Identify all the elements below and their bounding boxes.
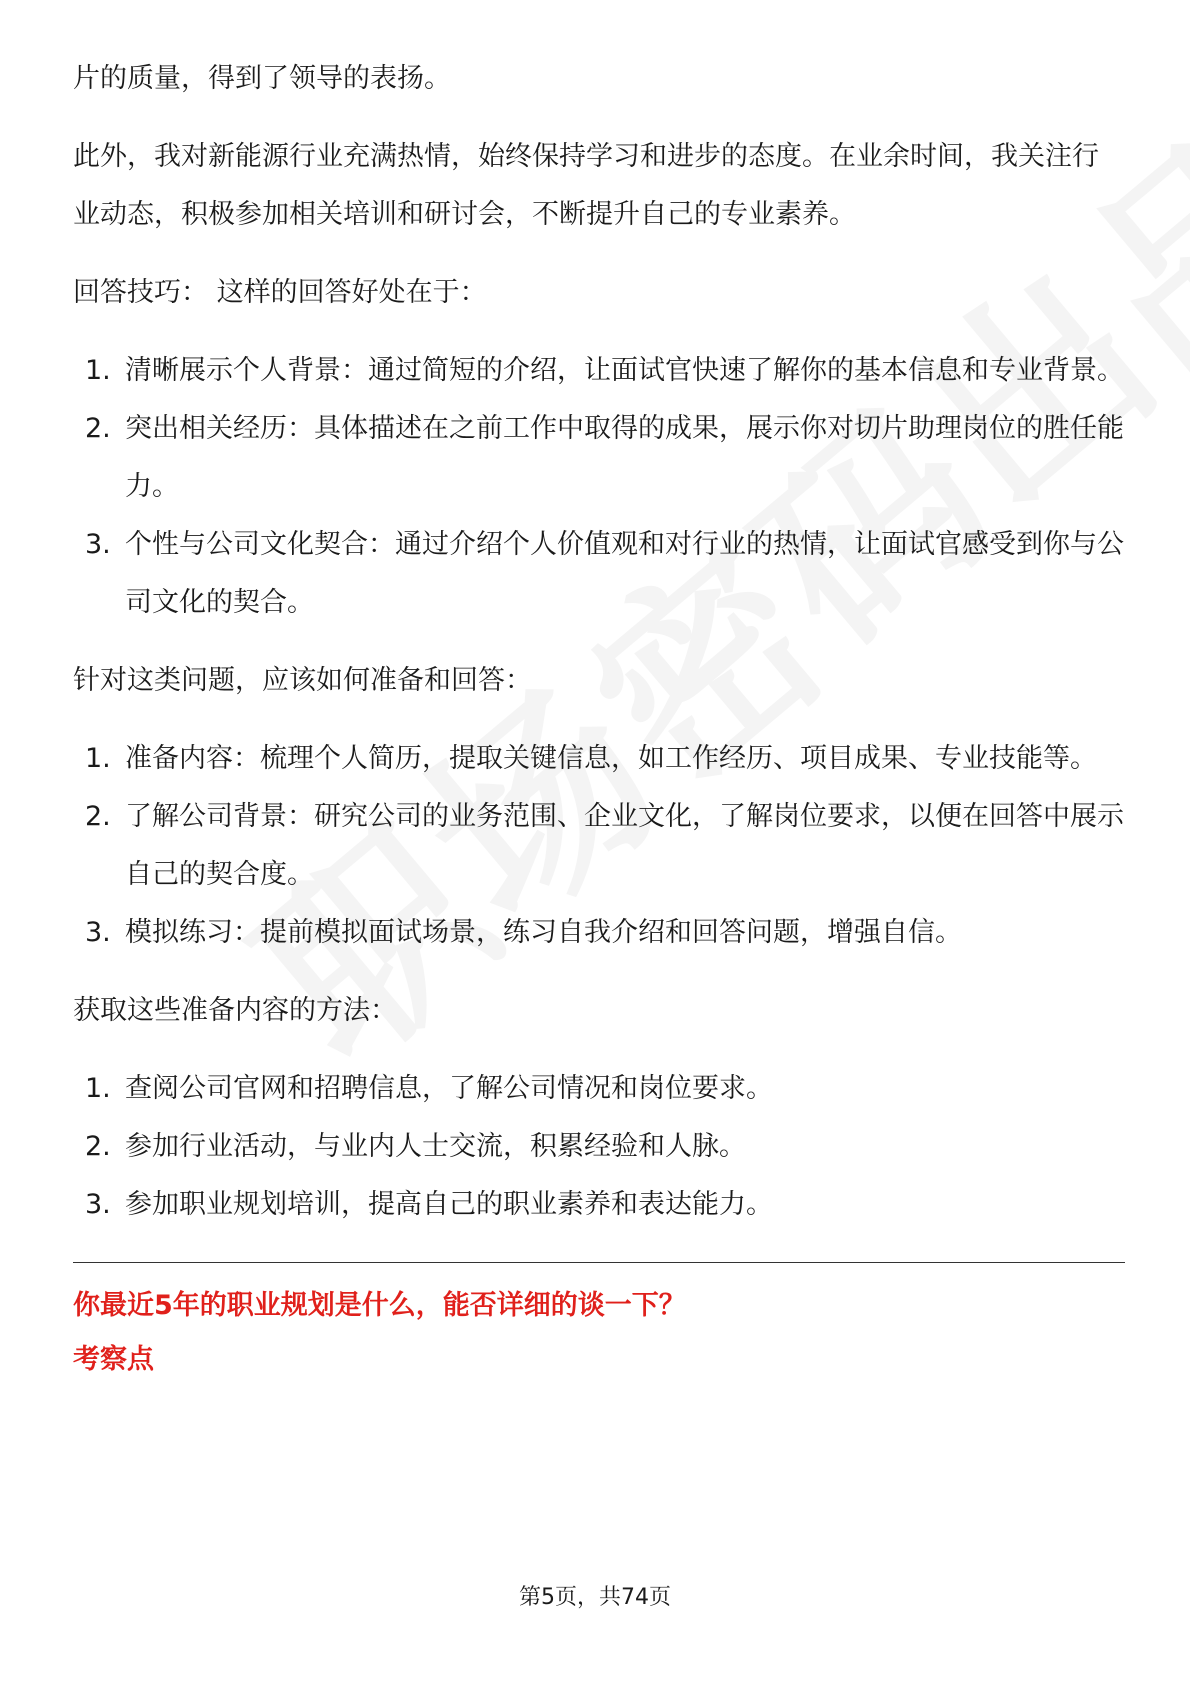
list-text: 模拟练习：提前模拟面试场景，练习自我介绍和回答问题，增强自信。 bbox=[125, 917, 962, 948]
list-text: 参加行业活动，与业内人士交流，积累经验和人脉。 bbox=[125, 1131, 746, 1162]
list-number: 2. bbox=[85, 413, 111, 444]
preparation-list bbox=[73, 730, 1125, 962]
answer-tips-heading: 回答技巧： 这样的回答好处在于： bbox=[73, 277, 487, 308]
list-number: 3. bbox=[85, 1189, 111, 1220]
list-text: 个性与公司文化契合：通过介绍个人价值观和对行业的热情，让面试官感受到你与公司文化的契合。 bbox=[125, 529, 1124, 618]
list-number: 2. bbox=[85, 801, 111, 832]
list-item bbox=[73, 788, 1125, 904]
list-item bbox=[73, 730, 1125, 788]
list-text: 了解公司背景：研究公司的业务范围、企业文化，了解岗位要求，以便在回答中展示自己的契合度。 bbox=[125, 801, 1124, 890]
list-text: 突出相关经历：具体描述在之前工作中取得的成果，展示你对切片助理岗位的胜任能力。 bbox=[125, 413, 1124, 502]
list-text: 清晰展示个人背景：通过简短的介绍，让面试官快速了解你的基本信息和专业背景。 bbox=[125, 355, 1124, 386]
preparation-heading: 针对这类问题，应该如何准备和回答： bbox=[73, 665, 532, 696]
list-item bbox=[73, 1118, 1125, 1176]
list-text: 参加职业规划培训，提高自己的职业素养和表达能力。 bbox=[125, 1189, 773, 1220]
section-divider bbox=[73, 1262, 1125, 1263]
answer-tips-list bbox=[73, 342, 1125, 632]
list-number: 2. bbox=[85, 1131, 111, 1162]
methods-heading: 获取这些准备内容的方法： bbox=[73, 995, 397, 1026]
next-question-title: 你最近5年的职业规划是什么，能否详细的谈一下？ bbox=[73, 1290, 686, 1321]
list-number: 1. bbox=[85, 1073, 111, 1104]
list-number: 1. bbox=[85, 355, 111, 386]
list-number: 3. bbox=[85, 917, 111, 948]
list-item bbox=[73, 516, 1125, 632]
list-item bbox=[73, 1176, 1125, 1234]
methods-list bbox=[73, 1060, 1125, 1234]
list-text: 准备内容：梳理个人简历，提取关键信息，如工作经历、项目成果、专业技能等。 bbox=[125, 743, 1097, 774]
paragraph: 片的质量，得到了领导的表扬。 bbox=[73, 63, 451, 94]
list-number: 1. bbox=[85, 743, 111, 774]
list-item bbox=[73, 1060, 1125, 1118]
document-body bbox=[73, 50, 1125, 1387]
page-footer: 第5页，共74页 bbox=[519, 1585, 671, 1610]
list-number: 3. bbox=[85, 529, 111, 560]
next-question-subtitle: 考察点 bbox=[73, 1344, 154, 1375]
list-item bbox=[73, 400, 1125, 516]
list-item bbox=[73, 342, 1125, 400]
paragraph: 此外，我对新能源行业充满热情，始终保持学习和进步的态度。在业余时间，我关注行业动态，积极参加相关培训和研讨会，不断提升自己的专业素养。 bbox=[73, 141, 1099, 230]
list-text: 查阅公司官网和招聘信息，了解公司情况和岗位要求。 bbox=[125, 1073, 773, 1104]
list-item bbox=[73, 904, 1125, 962]
